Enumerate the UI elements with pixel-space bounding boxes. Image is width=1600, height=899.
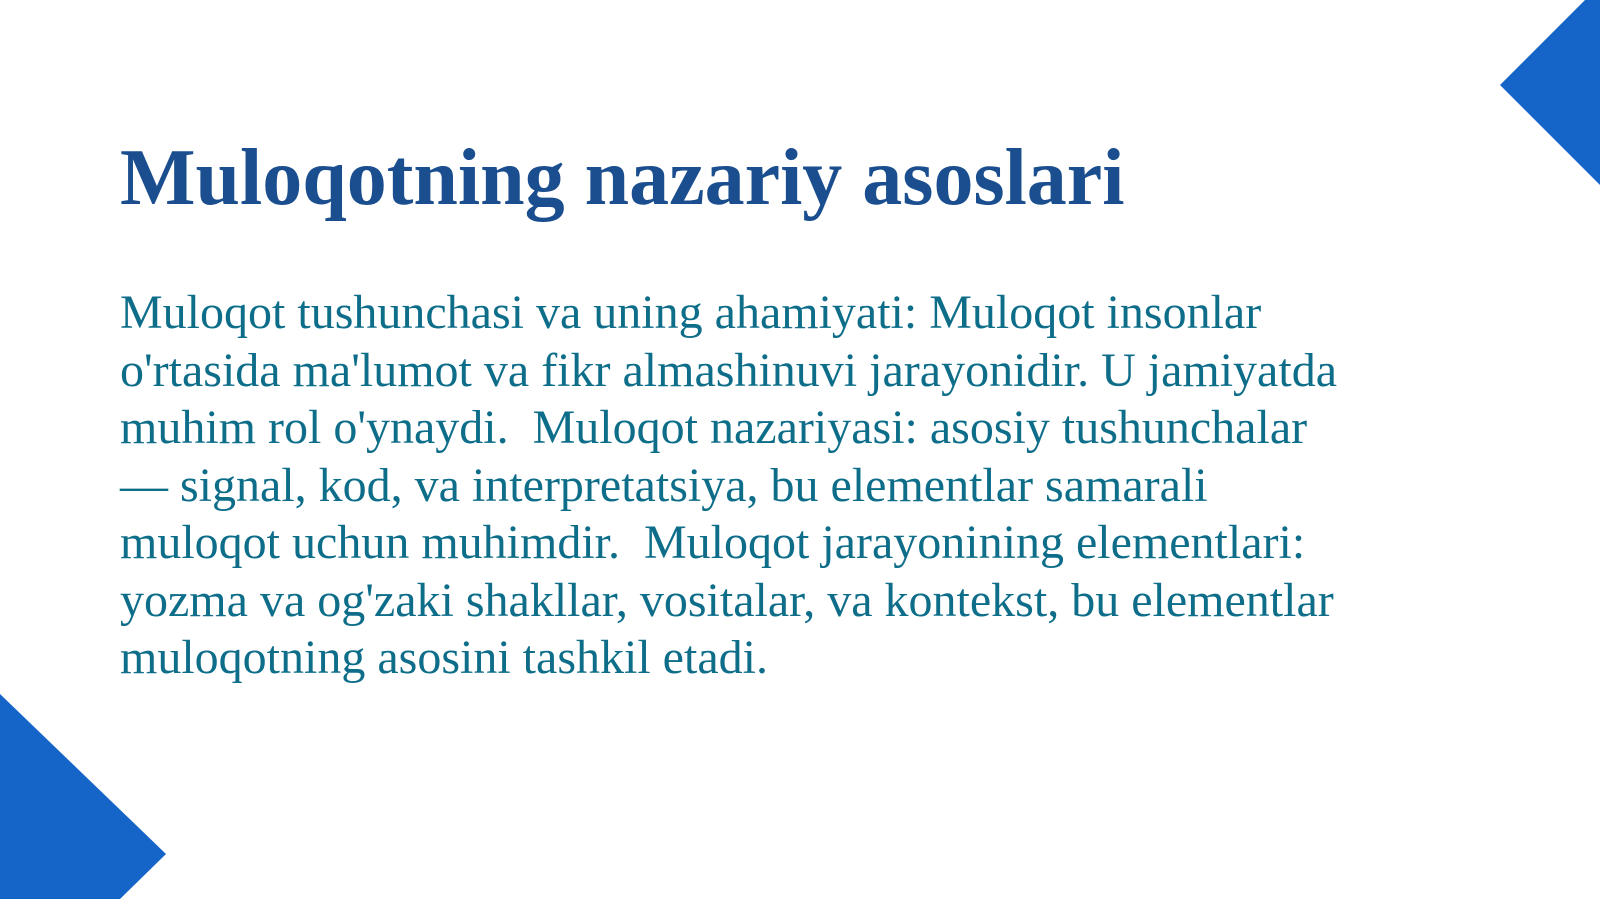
corner-decoration-top-right [1500,0,1600,185]
corner-triangle-top-right [1500,0,1600,185]
corner-decoration-bottom-left [0,694,166,899]
slide-body-text: Muloqot tushunchasi va uning ahamiyati: Muloqot insonlar o'rtasida ma'lumot va fikr almashinuvi jarayonidir. U jamiyatda muhim rol o'ynaydi. Muloqot nazariyasi: asosiy tushunchalar — signal, kod, va interpretatsiya, bu elementlar samarali muloqot uchun muhimdir. Muloqot jarayonining elementlari: yozma va og'zaki shakllar, vositalar, va kontekst, bu elementlar muloqotning asosini tashkil etadi. [120,286,1349,684]
slide-title: Muloqotning nazariy asoslari [120,134,1125,222]
corner-triangle-bottom-left [0,694,166,899]
